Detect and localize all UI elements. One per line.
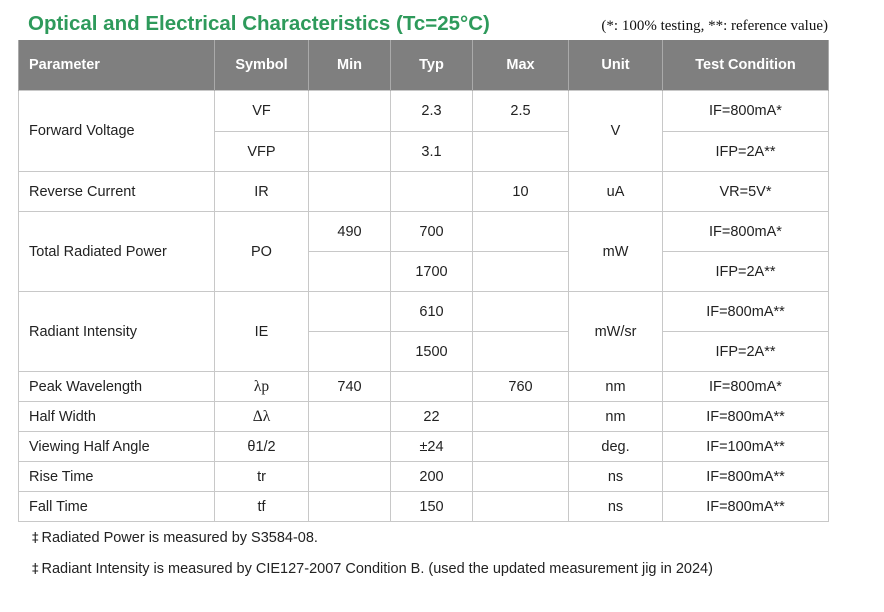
table-row-viewing-half-angle [19,432,829,462]
cell-max [473,402,569,432]
cell-min: 490 [309,212,391,252]
cell-parameter: Rise Time [19,462,215,492]
table-row-total-radiated-power [19,212,829,252]
cell-unit: deg. [569,432,663,462]
footnote-radiated-power [32,530,318,546]
header-parameter: Parameter [19,40,215,91]
cell-unit: mW [569,212,663,292]
cell-typ: 150 [391,492,473,522]
cell-parameter: Peak Wavelength [19,372,215,402]
cell-parameter: Forward Voltage [19,91,215,172]
cell-condition: IF=800mA* [663,91,829,132]
cell-condition: IF=800mA** [663,462,829,492]
header-min: Min [309,40,391,91]
footnote-text: Radiated Power is measured by S3584-08. [41,530,318,546]
cell-symbol: θ1/2 [215,432,309,462]
cell-unit: nm [569,402,663,432]
cell-max [473,462,569,492]
cell-parameter: Fall Time [19,492,215,522]
testing-legend-note: (*: 100% testing, **: reference value) [601,18,828,34]
footnote-text: Radiant Intensity is measured by CIE127-2007 Condition B. (used the updated measurement jig in 2024) [41,561,713,577]
table-row-fall-time [19,492,829,522]
cell-condition: IF=800mA* [663,372,829,402]
cell-min: 740 [309,372,391,402]
cell-typ [391,372,473,402]
cell-min [309,402,391,432]
cell-typ: 1700 [391,252,473,292]
cell-max: 760 [473,372,569,402]
cell-symbol: Δλ [215,402,309,432]
cell-symbol: IR [215,172,309,212]
cell-max [473,252,569,292]
double-dagger-icon: ‡ [32,562,39,577]
cell-parameter: Viewing Half Angle [19,432,215,462]
cell-unit: mW/sr [569,292,663,372]
cell-max: 10 [473,172,569,212]
cell-typ: ±24 [391,432,473,462]
cell-symbol: VFP [215,132,309,172]
cell-unit: uA [569,172,663,212]
cell-parameter: Reverse Current [19,172,215,212]
table-row-forward-voltage [19,91,829,132]
cell-max [473,332,569,372]
cell-typ: 22 [391,402,473,432]
table-header-row [19,40,829,91]
cell-min [309,132,391,172]
cell-typ: 700 [391,212,473,252]
cell-condition: IF=800mA** [663,292,829,332]
cell-typ: 610 [391,292,473,332]
cell-max: 2.5 [473,91,569,132]
header-unit: Unit [569,40,663,91]
cell-unit: ns [569,492,663,522]
cell-typ: 1500 [391,332,473,372]
table-row-rise-time [19,462,829,492]
cell-min [309,332,391,372]
cell-symbol: IE [215,292,309,372]
cell-parameter: Radiant Intensity [19,292,215,372]
cell-min [309,252,391,292]
cell-min [309,462,391,492]
double-dagger-icon: ‡ [32,531,39,546]
footnote-radiant-intensity [32,561,713,577]
cell-min [309,432,391,462]
header-typ: Typ [391,40,473,91]
cell-parameter: Half Width [19,402,215,432]
cell-max [473,432,569,462]
cell-min [309,91,391,132]
header-symbol: Symbol [215,40,309,91]
cell-typ: 2.3 [391,91,473,132]
cell-min [309,172,391,212]
characteristics-table [18,40,829,522]
cell-parameter: Total Radiated Power [19,212,215,292]
cell-condition: IF=800mA* [663,212,829,252]
cell-min [309,492,391,522]
cell-condition: IFP=2A** [663,332,829,372]
cell-max [473,492,569,522]
cell-symbol: tf [215,492,309,522]
table-row-radiant-intensity [19,292,829,332]
cell-symbol: PO [215,212,309,292]
cell-unit: ns [569,462,663,492]
cell-typ [391,172,473,212]
cell-max [473,132,569,172]
cell-max [473,212,569,252]
header-max: Max [473,40,569,91]
cell-typ: 200 [391,462,473,492]
cell-symbol: λp [215,372,309,402]
section-title: Optical and Electrical Characteristics (Tc=25°C) [28,12,490,35]
cell-min [309,292,391,332]
cell-condition: IF=100mA** [663,432,829,462]
header-test-condition: Test Condition [663,40,829,91]
cell-symbol: VF [215,91,309,132]
cell-condition: IFP=2A** [663,132,829,172]
table-row-reverse-current [19,172,829,212]
cell-unit: V [569,91,663,172]
cell-typ: 3.1 [391,132,473,172]
table-row-peak-wavelength [19,372,829,402]
cell-symbol: tr [215,462,309,492]
cell-unit: nm [569,372,663,402]
cell-condition: IF=800mA** [663,492,829,522]
cell-condition: IFP=2A** [663,252,829,292]
cell-max [473,292,569,332]
table-row-half-width [19,402,829,432]
cell-condition: IF=800mA** [663,402,829,432]
cell-condition: VR=5V* [663,172,829,212]
